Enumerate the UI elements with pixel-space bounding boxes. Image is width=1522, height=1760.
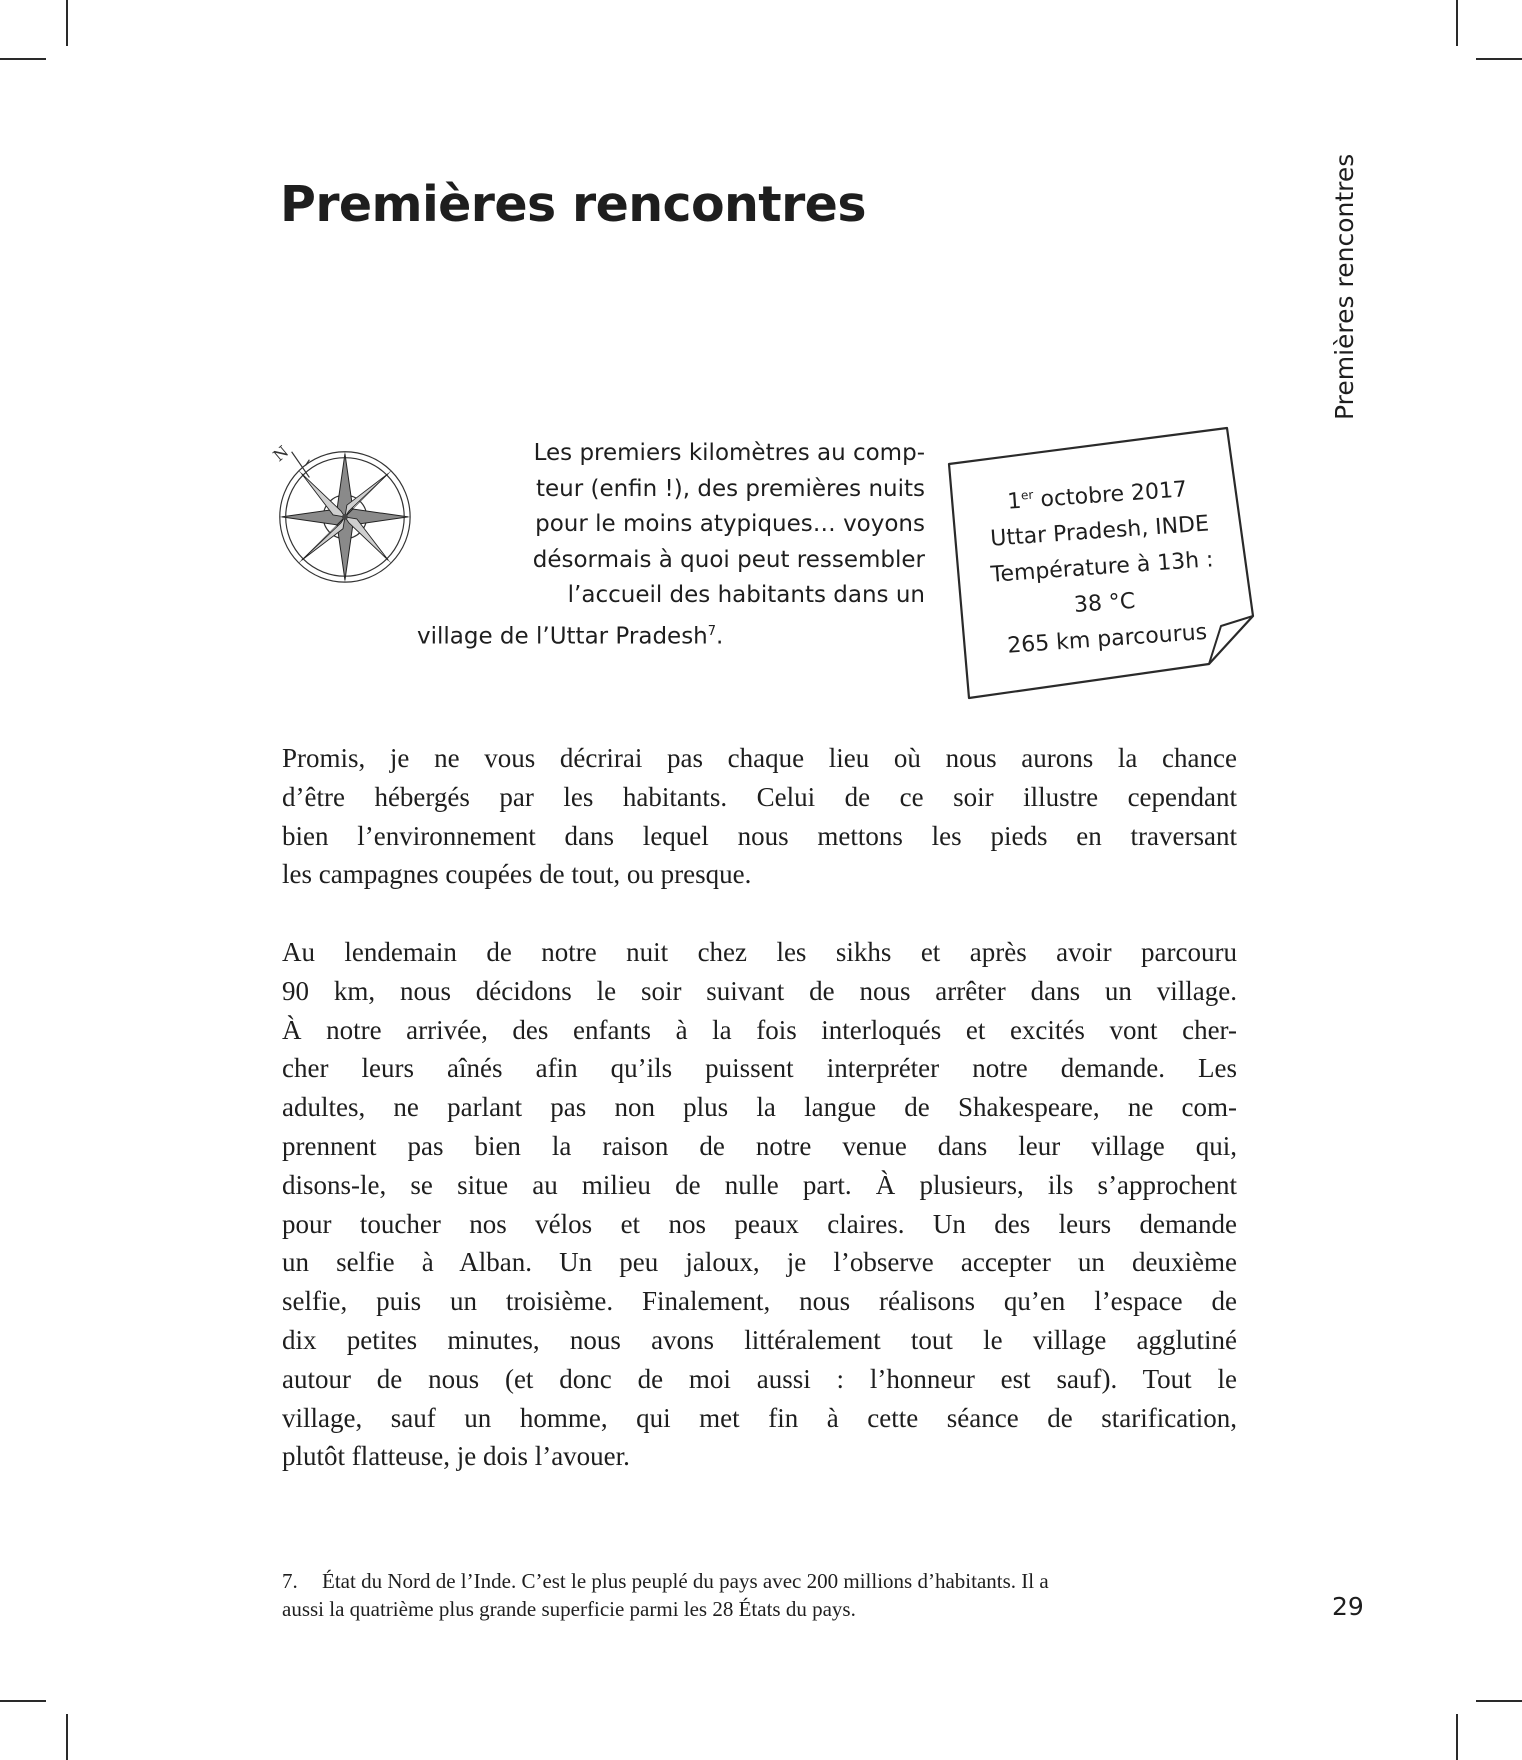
note-location: Uttar Pradesh, INDE [989,511,1210,553]
intro-line: désormais à quoi peut ressembler [532,546,925,573]
body-line: plutôt flatteuse, je dois l’avouer. [282,1441,630,1472]
crop-mark-bottom-left-vertical [66,1714,68,1760]
footnote-line-2: aussi la quatrième plus grande superficie parmi les 28 États du pays. [282,1597,856,1621]
intro-line: Les premiers kilomètres au comp- [533,440,925,466]
crop-mark-top-right-horizontal [1476,58,1522,60]
body-line: pour toucher nos vélos et nos peaux claires. Un des leurs demande [282,1208,1237,1239]
body-line: d’être hébergés par les habitants. Celui de ce soir illustre cependant [282,781,1237,812]
crop-mark-bottom-right-horizontal [1476,1700,1522,1702]
intro-line: l’accueil des habitants dans un [567,582,925,608]
body-paragraph-1 [282,739,1237,894]
note-distance: 265 km parcourus [1006,620,1208,660]
body-line: À notre arrivée, des enfants à la fois interloqués et excités vont cher- [282,1014,1237,1045]
note-date-rest: octobre 2017 [1032,477,1188,513]
note-temperature-value: 38 °C [1073,589,1137,619]
note-day: 1 [1006,488,1023,515]
body-line: selfie, puis un troisième. Finalement, nous réalisons qu’en l’espace de [282,1286,1237,1317]
footnote-line-1 [282,1567,1242,1595]
footnote-reference: 7 [707,623,717,639]
footnote-text-1: État du Nord de l’Inde. C’est le plus peuplé du pays avec 200 millions d’habitants. Il a [322,1569,1049,1593]
crop-mark-top-left-horizontal [0,58,46,60]
intro-line-last [405,614,925,655]
body-line: 90 km, nous décidons le soir suivant de nous arrêter dans un village. [282,975,1237,1006]
body-line: village, sauf un homme, qui met fin à cette séance de starification, [282,1402,1237,1433]
intro-line: pour le moins atypiques… voyons [535,511,925,537]
body-line: autour de nous (et donc de moi aussi : l’honneur est sauf). Tout le [282,1363,1237,1394]
body-line: dix petites minutes, nous avons littéralement tout le village agglutiné [282,1324,1237,1355]
footnote-number: 7. [282,1569,298,1593]
body-line: les campagnes coupées de tout, ou presque. [282,859,752,890]
chapter-intro [405,436,925,655]
running-head: Premières rencontres [1330,153,1359,420]
crop-mark-top-right-vertical [1456,0,1458,46]
footnote [282,1567,1242,1623]
body-line: un selfie à Alban. Un peu jaloux, je l’observe accepter un deuxième [282,1247,1237,1278]
body-line: prennent pas bien la raison de notre venue dans leur village qui, [282,1130,1237,1161]
crop-mark-top-left-vertical [66,0,68,46]
note-card-text [946,462,1258,669]
body-line: bien l’environnement dans lequel nous mettons les pieds en traversant [282,820,1237,851]
body-line: Promis, je ne vous décrirai pas chaque lieu où nous aurons la chance [282,743,1237,773]
chapter-title: Premières rencontres [280,176,866,233]
body-paragraph-2 [282,933,1237,1476]
crop-mark-bottom-left-horizontal [0,1700,46,1702]
body-line: adultes, ne parlant pas non plus la langue de Shakespeare, ne com- [282,1092,1237,1123]
body-line: Au lendemain de notre nuit chez les sikhs et après avoir parcouru [282,937,1237,967]
crop-mark-bottom-right-vertical [1456,1714,1458,1760]
intro-line: teur (enfin !), des premières nuits [535,475,925,502]
note-day-suffix: er [1020,487,1034,503]
page-number: 29 [1332,1592,1364,1621]
intro-line: village de l’Uttar Pradesh [417,623,708,650]
compass-rose-icon [262,432,420,590]
intro-end-punct: . [716,623,724,650]
body-line: cher leurs aînés afin qu’ils puissent interpréter notre demande. Les [282,1053,1237,1084]
compass-north-label: N [269,441,293,466]
body-line: disons-le, se situe au milieu de nulle part. À plusieurs, ils s’approchent [282,1169,1237,1200]
note-temperature-label: Température à 13h : [989,547,1215,589]
